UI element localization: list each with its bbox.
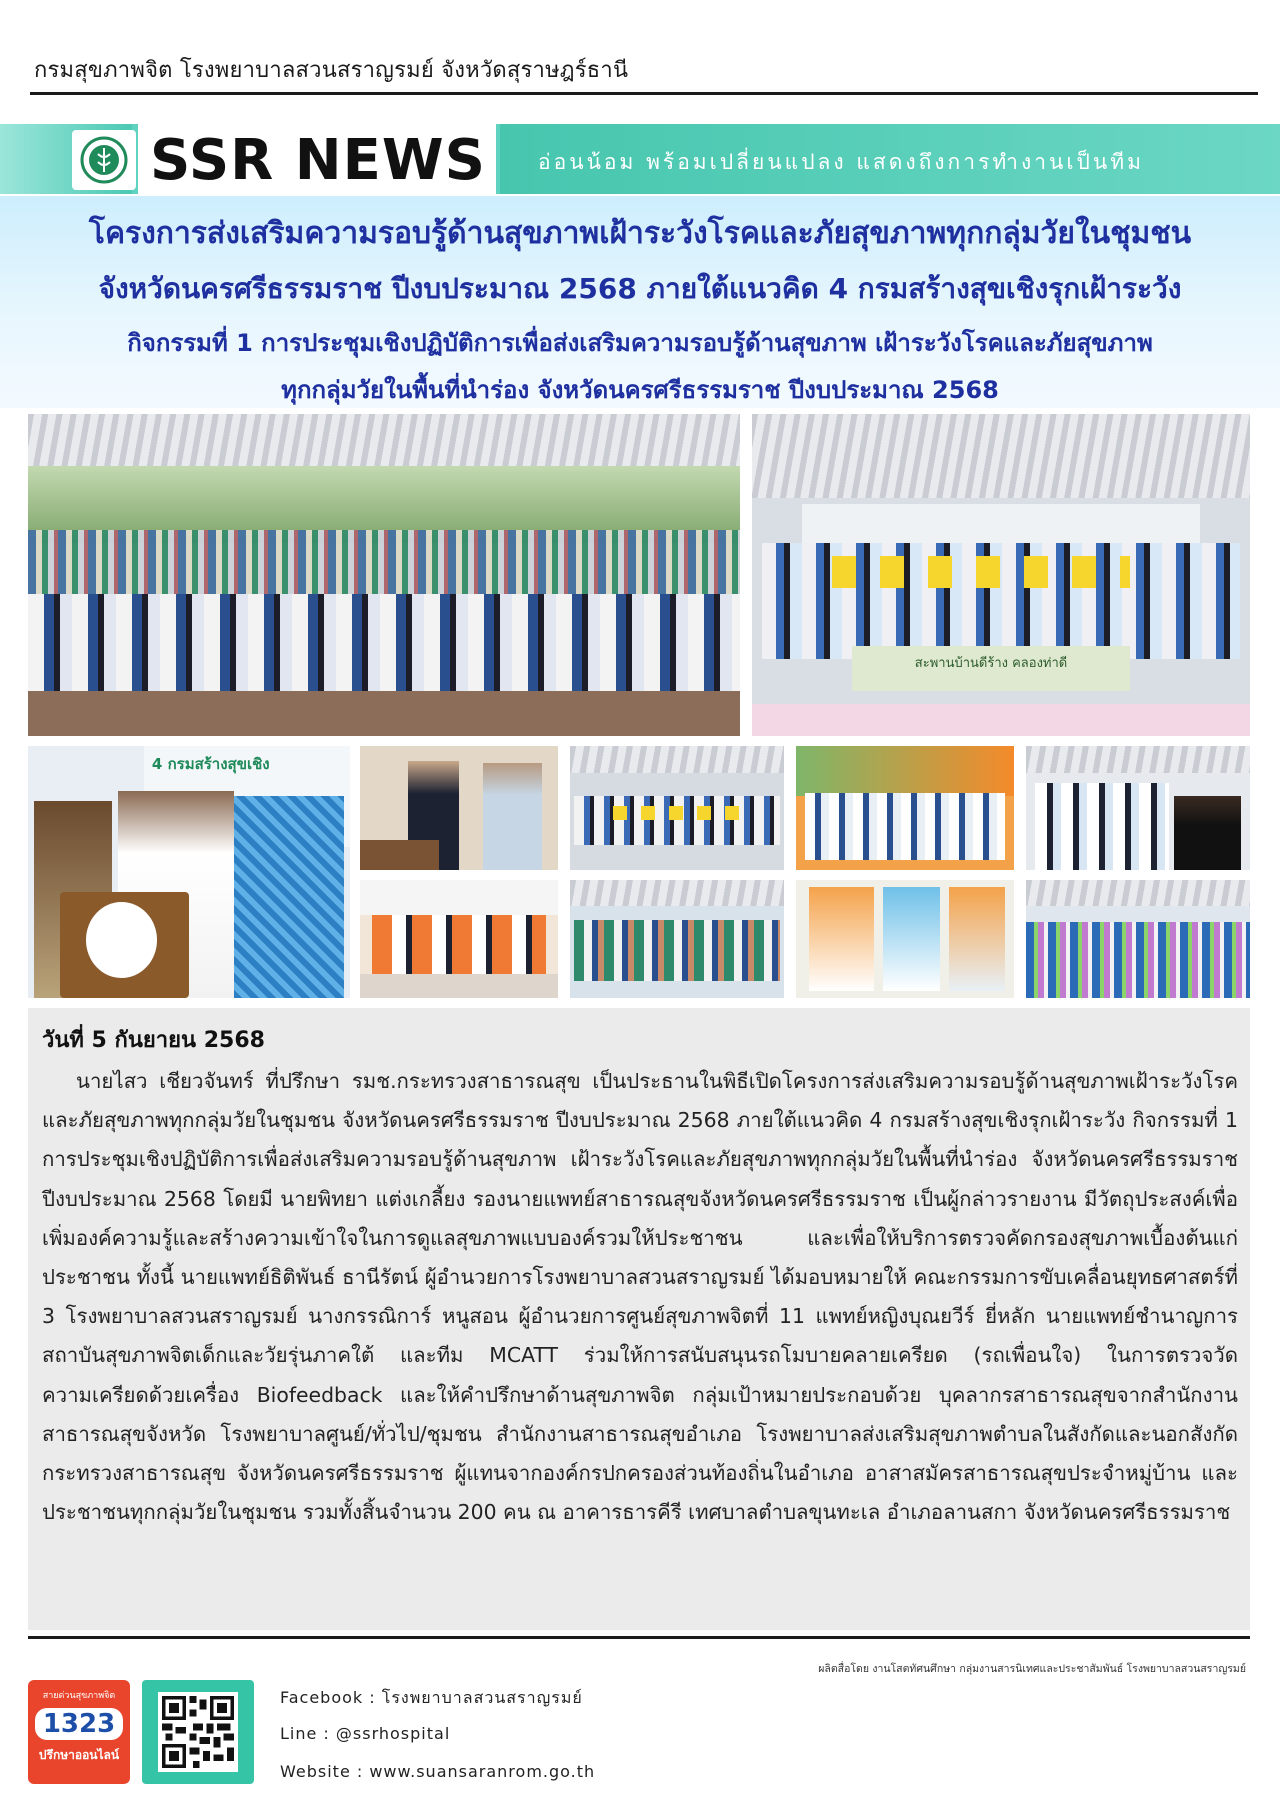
photo-speaker bbox=[28, 746, 350, 998]
headline-box bbox=[0, 196, 1280, 408]
headline-line-1: โครงการส่งเสริมความรอบรู้ด้านสุขภาพเฝ้าระวังโรคและภัยสุขภาพทุกกลุ่มวัยในชุมชน bbox=[88, 216, 1192, 251]
bottom-divider bbox=[28, 1636, 1250, 1639]
article-box bbox=[28, 1008, 1250, 1630]
photo-collage bbox=[28, 414, 1250, 998]
photo-group-main bbox=[28, 414, 740, 736]
top-divider bbox=[30, 92, 1258, 95]
photo-small-8 bbox=[1026, 880, 1250, 998]
photo-small-1 bbox=[360, 746, 558, 870]
news-banner bbox=[0, 124, 1280, 194]
photo-small-3 bbox=[796, 746, 1014, 870]
photo-small-2 bbox=[570, 746, 784, 870]
facebook-contact: Facebook : โรงพยาบาลสวนสราญรมย์ bbox=[280, 1688, 583, 1707]
headline-line-4: ทุกกลุ่มวัยในพื้นที่นำร่อง จังหวัดนครศรีธรรมราช ปีงบประมาณ 2568 bbox=[281, 376, 999, 404]
photo-group-booth bbox=[752, 414, 1250, 736]
hotline-top-label: สายด่วนสุขภาพจิต bbox=[42, 1691, 116, 1701]
mental-health-hotline-badge bbox=[28, 1680, 130, 1784]
hotline-sub-label: ปรึกษาออนไลน์ bbox=[38, 1748, 120, 1762]
booth-sign: สะพานบ้านดีร้าง คลองท่าดี bbox=[852, 646, 1131, 691]
website-contact[interactable]: Website : www.suansaranrom.go.th bbox=[280, 1762, 596, 1781]
event-banner-text: 4 กรมสร้างสุขเชิง bbox=[144, 746, 350, 847]
photo-small-6 bbox=[570, 880, 784, 998]
headline-line-2: จังหวัดนครศรีธรรมราช ปีงบประมาณ 2568 ภายใต้แนวคิด 4 กรมสร้างสุขเชิงรุกเฝ้าระวัง bbox=[98, 272, 1182, 305]
line-contact: Line : @ssrhospital bbox=[280, 1724, 451, 1743]
photo-small-7 bbox=[796, 880, 1014, 998]
qr-code-icon bbox=[158, 1692, 238, 1772]
logo bbox=[72, 130, 136, 190]
photo-small-5 bbox=[360, 880, 558, 998]
ministry-of-public-health-seal-icon bbox=[79, 135, 129, 185]
production-credit: ผลิตสื่อโดย งานโสตทัศนศึกษา กลุ่มงานสารนิเทศและประชาสัมพันธ์ โรงพยาบาลสวนสราญรมย์ bbox=[818, 1663, 1246, 1675]
photo-small-4 bbox=[1026, 746, 1250, 870]
article-date: วันที่ 5 กันยายน 2568 bbox=[42, 1028, 265, 1053]
article-body: นายไสว เชียวจันทร์ ที่ปรึกษา รมช.กระทรวงสาธารณสุข เป็นประธานในพิธีเปิดโครงการส่งเสริมความรอบรู้ด้านสุขภาพเฝ้าระวังโรคและภัยสุขภาพทุกกลุ่มวัยในชุมชน จังหวัดนครศรีธรรมราช ปีงบประมาณ 2568 ภายใต้แนวคิด 4 กรมสร้างสุขเชิงรุกเฝ้าระวัง กิจกรรมที่ 1 การประชุมเชิงปฏิบัติการเพื่อส่งเสริมความรอบรู้ด้านสุขภาพ เฝ้าระวังโรคและภัยสุขภาพทุกกลุ่มวัยในพื้นที่นำร่อง จังหวัดนครศรีธรรมราช ปีงบประมาณ 2568 โดยมี นายพิทยา แต่งเกลี้ยง รองนายแพทย์สาธารณสุขจังหวัดนครศรีธรรมราช เป็นผู้กล่าวรายงาน มีวัตถุประสงค์เพื่อเพิ่มองค์ความรู้และสร้างความเข้าใจในการดูแลสุขภาพแบบองค์รวมให้ประชาชน และเพื่อให้บริการตรวจคัดกรองสุขภาพเบื้องต้นแก่ประชาชน ทั้งนี้ นายแพทย์ธิติพันธ์ ธานีรัตน์ ผู้อำนวยการโรงพยาบาลสวนสราญรมย์ ได้มอบหมายให้ คณะกรรมการขับเคลื่อนยุทธศาสตร์ที่ 3 โรงพยาบาลสวนสราญรมย์ นางกรรณิการ์ หนูสอน ผู้อำนวยการศูนย์สุขภาพจิตที่ 11 แพทย์หญิงบุณยวีร์ ยี่หลัก นายแพทย์ชำนาญการ สถาบันสุขภาพจิตเด็กและวัยรุ่นภาคใต้ และทีม MCATT ร่วมให้การสนับสนุนรถโมบายคลายเครียด (รถเพื่อนใจ) ในการตรวจวัดความเครียดด้วยเครื่อง Biofeedback และให้คำปรึกษาด้านสุขภาพจิต กลุ่มเป้าหมายประกอบด้วย บุคลากรสาธารณสุขจากสำนักงานสาธารณสุขจังหวัด โรงพยาบาลศูนย์/ทั่วไป/ชุมชน สำนักงานสาธารณสุขอำเภอ โรงพยาบาลส่งเสริมสุขภาพตำบลในสังกัดและนอกสังกัดกระทรวงสาธารณสุข จังหวัดนครศรีธรรมราช ผู้แทนจากองค์กรปกครองส่วนท้องถิ่นในอำเภอ อาสาสมัครสาธารณสุขประจำหมู่บ้าน และประชาชนทุกกลุ่มวัยในชุมชน รวมทั้งสิ้นจำนวน 200 คน ณ อาคารธารคีรี เทศบาลตำบลขุนทะเล อำเภอลานสกา จังหวัดนครศรีธรรมราช bbox=[42, 1069, 1238, 1525]
brand-title: SSR NEWS bbox=[150, 128, 486, 193]
hotline-number: 1323 bbox=[35, 1708, 123, 1740]
headline-line-3: กิจกรรมที่ 1 การประชุมเชิงปฏิบัติการเพื่อส่งเสริมความรอบรู้ด้านสุขภาพ เฝ้าระวังโรคและภัยสุขภาพ bbox=[127, 329, 1153, 357]
qr-code[interactable] bbox=[142, 1680, 254, 1784]
tagline: อ่อนน้อม พร้อมเปลี่ยนแปลง แสดงถึงการทำงานเป็นทีม bbox=[538, 150, 1144, 174]
organization-header: กรมสุขภาพจิต โรงพยาบาลสวนสราญรมย์ จังหวัดสุราษฎร์ธานี bbox=[34, 58, 629, 83]
